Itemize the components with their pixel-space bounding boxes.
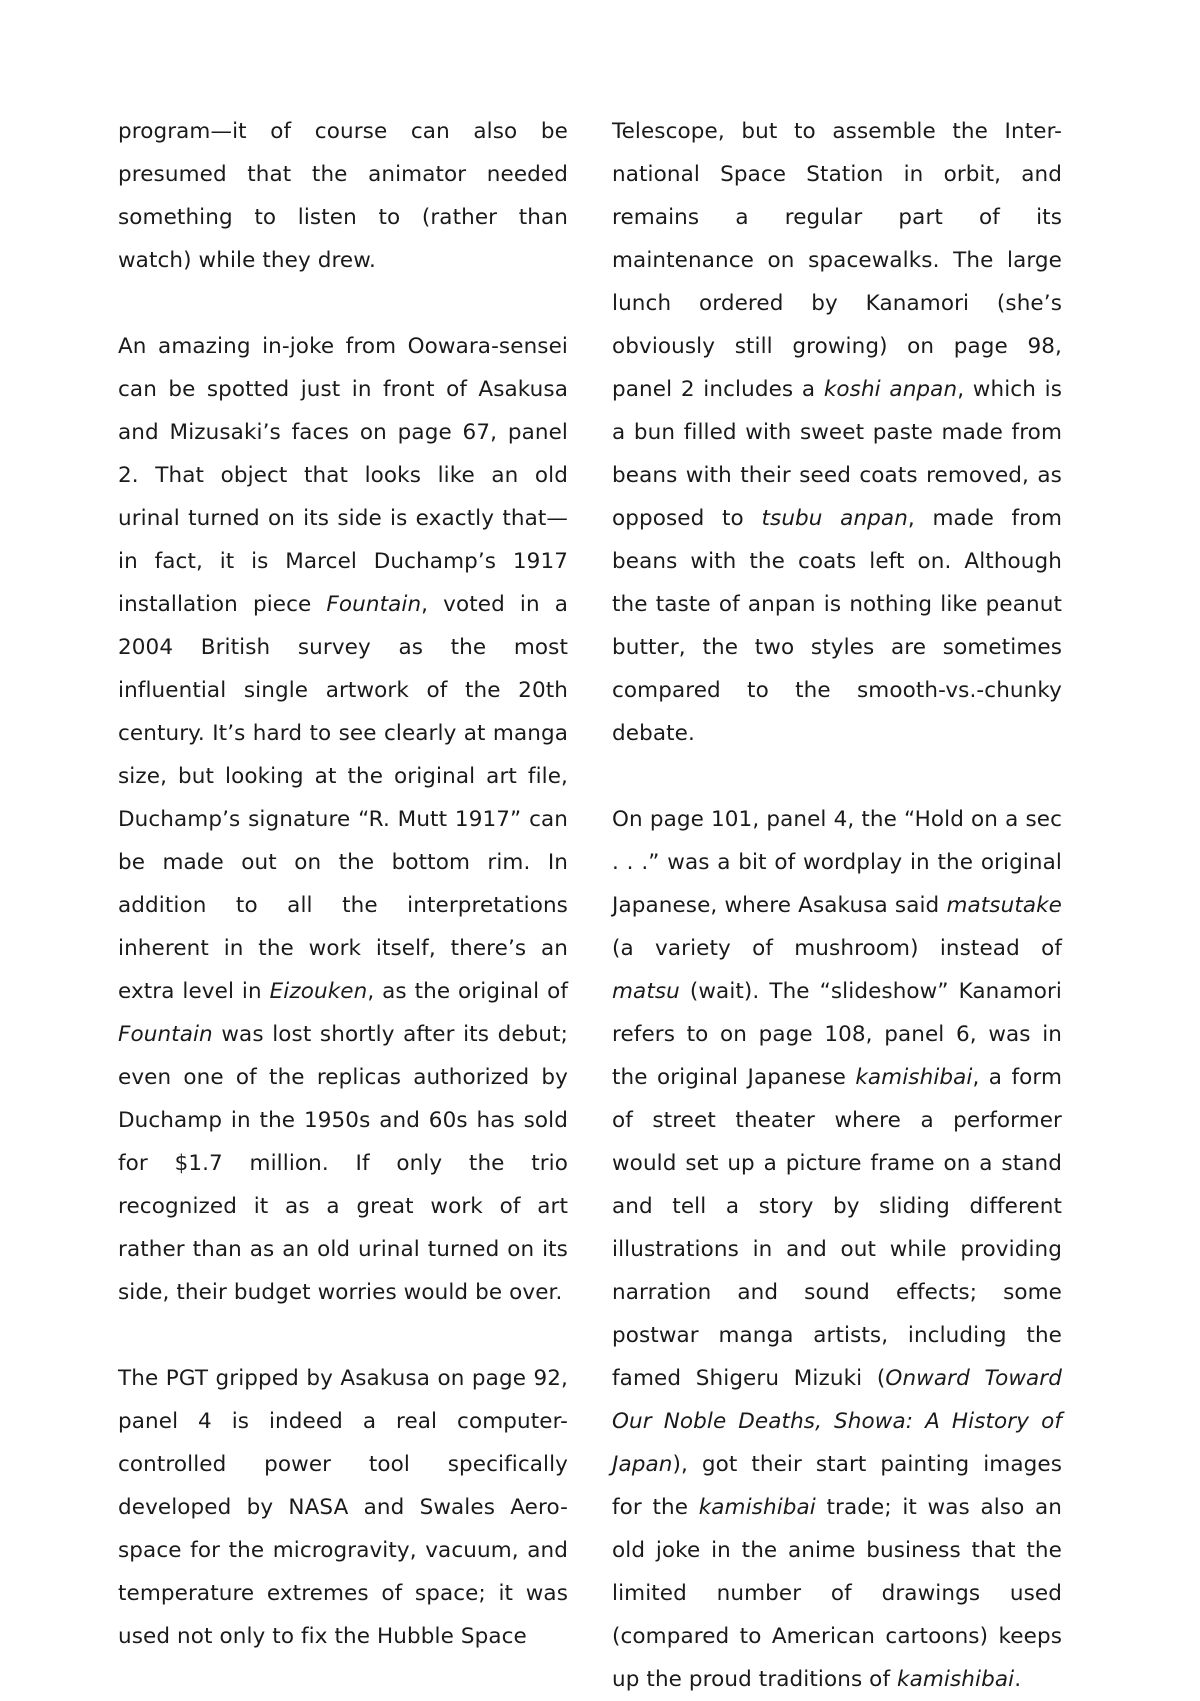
right-p2-italic-kamishibai-2: kamishibai bbox=[698, 1495, 816, 1520]
right-p1-text-b: , which is a bun filled with sweet paste made from beans with their seed coats removed, as opposed to bbox=[612, 377, 1062, 531]
left-paragraph-1 bbox=[118, 110, 568, 282]
right-p2-text-g: . bbox=[1014, 1667, 1022, 1692]
left-column bbox=[118, 110, 568, 1658]
right-p2-text-c: (wait). The “slideshow” Kanamori refers to on page 108, panel 6, was in the original Japanese bbox=[612, 979, 1062, 1090]
right-p2-text-d: , a form of street theater where a performer would set up a picture frame on a stand and tell a story by sliding different illustrations in and out while providing narration and sound effects; some postwar manga artists, including the famed Shigeru Mizuki ( bbox=[612, 1065, 1062, 1391]
right-p1-italic-tsubu-anpan: tsubu anpan bbox=[761, 506, 908, 531]
left-p2-text-a: An amazing in-joke from Oowara-sensei can be spotted just in front of Asakusa and Mizusaki’s faces on page 67, panel 2. That object that looks like an old urinal turned on its side is exactly that—in fact, it is Marcel Duchamp’s 1917 installation piece bbox=[118, 334, 568, 617]
right-column bbox=[612, 110, 1062, 1701]
right-p1-text-c: , made from beans with the coats left on. Although the taste of anpan is nothing like peanut butter, the two styles are sometimes compared to the smooth-vs.-chunky debate. bbox=[612, 506, 1062, 746]
right-paragraph-1 bbox=[612, 110, 1062, 755]
left-p1-text: program—it of course can also be presumed that the animator needed something to listen to (rather than watch) while they drew. bbox=[118, 119, 568, 273]
right-p2-italic-matsu: matsu bbox=[612, 979, 680, 1004]
right-p2-italic-titles: Onward Toward Our Noble Deaths, Showa: A History of Japan bbox=[612, 1366, 1062, 1477]
left-paragraph-3 bbox=[118, 1357, 568, 1658]
right-p1-italic-koshi-anpan: koshi anpan bbox=[823, 377, 958, 402]
right-paragraph-2 bbox=[612, 798, 1062, 1701]
left-p2-italic-fountain-2: Fountain bbox=[118, 1022, 213, 1047]
right-p2-italic-kamishibai: kamishibai bbox=[855, 1065, 973, 1090]
right-p2-text-a: On page 101, panel 4, the “Hold on a sec . . .” was a bit of wordplay in the original Japanese, where Asakusa said bbox=[612, 807, 1062, 918]
left-p2-italic-eizouken: Eizouken bbox=[269, 979, 368, 1004]
right-p2-italic-matsutake: matsutake bbox=[946, 893, 1062, 918]
right-p1-text-a: Telescope, but to assemble the Inter-national Space Station in orbit, and remains a regular part of its maintenance on spacewalks. The large lunch ordered by Kanamori (she’s obviously still growing) on page 98, panel 2 includes a bbox=[612, 119, 1062, 402]
right-p2-italic-kamishibai-3: kamishibai bbox=[897, 1667, 1015, 1692]
right-p2-text-b: (a variety of mushroom) instead of bbox=[612, 936, 1062, 961]
left-p3-text: The PGT gripped by Asakusa on page 92, panel 4 is indeed a real computer-controlled power tool specifically developed by NASA and Swales Aero-space for the microgravity, vacuum, and temperature extremes of space; it was used not only to fix the Hubble Space bbox=[118, 1366, 568, 1649]
left-paragraph-2 bbox=[118, 325, 568, 1314]
left-p2-italic-fountain: Fountain bbox=[326, 592, 422, 617]
right-p2-text-f: trade; it was also an old joke in the anime business that the limited number of drawings used (compared to American cartoons) keeps up the proud traditions of bbox=[612, 1495, 1062, 1692]
left-p2-text-b: , voted in a 2004 British survey as the most influential single artwork of the 20th century. It’s hard to see clearly at manga size, but looking at the original art file, Duchamp’s signature “R. Mutt 1917” can be made out on the bottom rim. In addition to all the interpretations inherent in the work itself, there’s an extra level in bbox=[118, 592, 568, 1004]
left-p2-text-c: , as the original of bbox=[367, 979, 568, 1004]
right-p2-text-e: ), got their start painting images for the bbox=[612, 1452, 1062, 1520]
left-p2-text-d: was lost shortly after its debut; even one of the replicas authorized by Duchamp in the 1950s and 60s has sold for $1.7 million. If only the trio recognized it as a great work of art rather than as an old urinal turned on its side, their budget worries would be over. bbox=[118, 1022, 568, 1305]
